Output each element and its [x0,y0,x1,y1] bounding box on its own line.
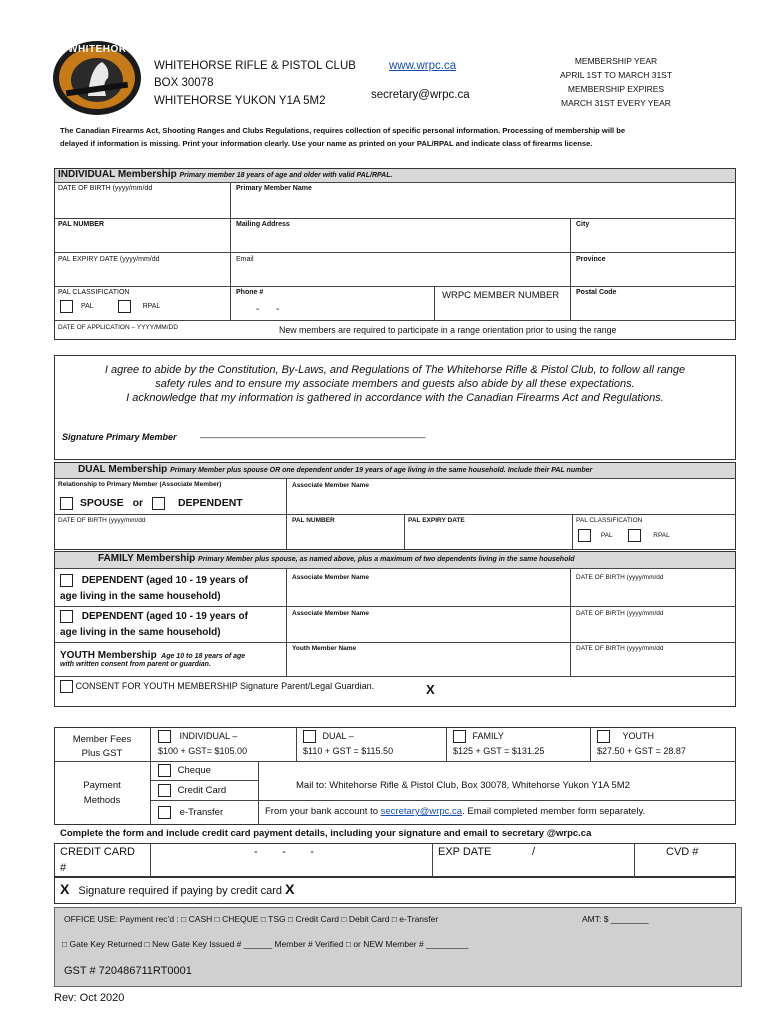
family-subtitle: Primary Member plus spouse, as named above, plus a maximum of two dependents living in the same household [198,556,575,563]
gst-number: GST # 720486711RT0001 [64,965,192,977]
dual-pal-expiry-label: PAL EXPIRY DATE [408,517,465,524]
family-dependent-1 [60,573,248,605]
club-box: BOX 30078 [154,77,214,89]
bank-transfer-prefix: From your bank account to [265,806,378,817]
spouse-label: SPOUSE [79,497,124,510]
bank-transfer-note [265,806,645,817]
fee-dual [303,730,354,743]
cheque-checkbox[interactable] [158,764,171,777]
family-dob-2: DATE OF BIRTH (yyyy/mm/dd [576,610,664,617]
dependent-checkbox[interactable] [152,497,165,510]
email-label: Email [236,256,254,263]
family-dependent-2 [60,609,248,641]
club-name: WHITEHORSE RIFLE & PISTOL CLUB [154,60,356,72]
agreement-line-3: I acknowledge that my information is gathered in accordance with the Canadian Firearms Act and Regulations. [126,392,664,404]
fee-youth-price: $27.50 + GST = 28.87 [597,746,686,756]
exp-date-label: EXP DATE [438,846,492,858]
dual-pal-class-label: PAL CLASSIFICATION [576,517,643,524]
signature-primary-line[interactable]: _____________________________________________ [200,428,426,438]
fee-youth-label: YOUTH [622,730,655,741]
dependent-1-checkbox[interactable] [60,574,73,587]
fee-individual-label: INDIVIDUAL – [179,730,238,741]
logo-lettering: WHITEHORSE [68,44,141,55]
credit-card-label: Credit Card [177,785,227,797]
date-of-application-label: DATE OF APPLICATION – YYYY/MM/DD [58,324,178,331]
membership-year-title: MEMBERSHIP YEAR [574,56,658,66]
agreement-line-1: I agree to abide by the Constitution, By-Laws, and Regulations of The Whitehorse Rifle & Pistol Club, to follow all range [104,364,686,376]
pal-checkbox[interactable] [60,300,73,313]
dependent-2-label-a: DEPENDENT (aged 10 - 19 years of [81,611,248,622]
membership-expires: MEMBERSHIP EXPIRES [567,84,665,94]
youth-consent-x: X [426,682,435,697]
spouse-checkbox[interactable] [60,497,73,510]
pal-option-label: PAL [80,303,94,311]
family-dob-3: DATE OF BIRTH (yyyy/mm/dd [576,645,664,652]
bank-email-link[interactable]: secretary@wrpc.ca [380,806,463,817]
fee-individual-price: $100 + GST= $105.00 [158,746,248,756]
primary-name-label: Primary Member Name [236,185,312,192]
family-assoc-name-2: Associate Member Name [292,610,369,617]
dependent-label: DEPENDENT [177,497,243,510]
dual-title [78,464,592,475]
youth-member-name-label: Youth Member Name [292,645,357,652]
wrpc-member-number-label: WRPC MEMBER NUMBER [442,290,560,301]
membership-year-range: APRIL 1ST TO MARCH 31ST [559,70,673,80]
pay-cheque [158,764,211,777]
membership-expiry-date: MARCH 31ST EVERY YEAR [561,98,671,108]
pay-credit [158,784,226,797]
dependent-1-label-a: DEPENDENT (aged 10 - 19 years of [81,575,248,586]
phone-dashes: - - [256,304,280,315]
dependent-2-checkbox[interactable] [60,610,73,623]
club-email: secretary@wrpc.ca [371,89,470,101]
etransfer-label: e-Transfer [179,807,224,819]
family-heading: FAMILY Membership [98,553,196,564]
revision-date: Rev: Oct 2020 [54,992,125,1004]
individual-dob-label: DATE OF BIRTH (yyyy/mm/dd [58,185,153,192]
etransfer-checkbox[interactable] [158,806,171,819]
fee-family-checkbox[interactable] [453,730,466,743]
youth-consent-checkbox[interactable] [60,680,73,693]
rpal-option-label: RPAL [142,303,161,311]
fee-family [453,730,504,743]
family-dob-1: DATE OF BIRTH (yyyy/mm/dd [576,574,664,581]
rpal-checkbox[interactable] [118,300,131,313]
relationship-label: Relationship to Primary Member (Associate Member) [58,481,222,488]
bank-transfer-suffix: . Email completed member form separately. [462,806,646,817]
individual-title [58,169,392,180]
fee-family-price: $125 + GST = $131.25 [453,746,545,756]
member-fees-label: Member Fees [72,734,132,745]
office-use-line-2: □ Gate Key Returned □ New Gate Key Issued # ______ Member # Verified □ or NEW Member # _________ [62,939,469,949]
fee-individual-checkbox[interactable] [158,730,171,743]
province-label: Province [576,256,606,263]
cvd-label: CVD # [666,846,699,858]
credit-card-checkbox[interactable] [158,784,171,797]
complete-instructions: Complete the form and include credit card payment details, including your signature and email to secretary @wrpc.ca [60,828,592,839]
signature-primary-label: Signature Primary Member [62,432,177,442]
dual-heading: DUAL Membership [78,464,168,475]
youth-consent-label: CONSENT FOR YOUTH MEMBERSHIP Signature Parent/Legal Guardian. [75,680,375,691]
family-title [98,553,575,564]
fee-dual-label: DUAL – [322,730,354,741]
office-use-line-1: OFFICE USE: Payment rec’d : □ CASH □ CHEQUE □ TSG □ Credit Card □ Debit Card □ e-Transfer [64,914,439,924]
dual-associate-name-label: Associate Member Name [292,482,369,489]
dual-pal-checkbox[interactable] [578,529,591,542]
cc-signature-x-2: X [285,881,295,897]
dual-rpal-option: RPAL [653,532,670,540]
pal-checkbox-row [60,300,160,313]
plus-gst-label: Plus GST [81,748,123,759]
payment-label: Payment [83,780,121,791]
dependent-1-label-b: age living in the same household) [60,591,221,602]
club-logo [50,38,145,118]
phone-label: Phone # [236,289,264,296]
dependent-2-label-b: age living in the same household) [60,627,221,638]
dual-pal-row [578,529,670,542]
youth-subtitle-2: with written consent from parent or guardian. [60,661,211,668]
mailing-address-label: Mailing Address [236,221,290,228]
city-label: City [576,221,590,228]
fee-youth [597,730,654,743]
youth-heading: YOUTH Membership [60,650,157,661]
fee-dual-checkbox[interactable] [303,730,316,743]
dual-pal-option: PAL [600,532,613,540]
dual-pal-number-label: PAL NUMBER [292,517,335,524]
exp-date-slash: / [532,846,536,858]
fee-dual-price: $110 + GST = $115.50 [303,746,394,756]
dual-subtitle: Primary Member plus spouse OR one dependent under 19 years of age living in the same household. Include their PAL number [170,467,593,474]
postal-code-label: Postal Code [576,289,617,296]
methods-label: Methods [83,795,121,806]
dual-dob-label: DATE OF BIRTH (yyyy/mm/dd [58,517,146,524]
or-label: or [132,497,144,510]
cc-signature-x-1: X [60,881,70,897]
spouse-dependent-row [60,497,243,510]
family-assoc-name-1: Associate Member Name [292,574,369,581]
pal-classification-label: PAL CLASSIFICATION [58,289,130,296]
pal-number-label: PAL NUMBER [58,221,105,228]
cheque-label: Cheque [177,765,211,777]
intro-line-2: delayed if information is missing. Print your information clearly. Use your name as printed on your PAL/RPAL and indicate class of firearms license. [60,139,593,148]
cc-signature-text: Signature required if paying by credit card [78,885,283,897]
pal-expiry-label: PAL EXPIRY DATE (yyyy/mm/dd [58,256,160,263]
fee-family-label: FAMILY [472,730,504,741]
agreement-line-2: safety rules and to ensure my associate members and guests also abide by all these expectations. [155,378,635,390]
website-link[interactable]: www.wrpc.ca [389,60,457,72]
primary-name-field[interactable] [231,194,735,217]
youth-subtitle-1: Age 10 to 18 years of age [161,653,246,660]
cc-signature-row [60,881,294,897]
intro-line-1: The Canadian Firearms Act, Shooting Ranges and Clubs Regulations, requires collection of specific personal information. Processing of membership will be [60,126,626,135]
credit-card-label-2: # [60,862,67,874]
credit-card-label-1: CREDIT CARD [60,846,135,858]
fee-individual [158,730,237,743]
fee-youth-checkbox[interactable] [597,730,610,743]
office-use-amount: AMT: $ ________ [582,914,649,924]
individual-subtitle: Primary member 18 years of age and older with valid PAL/RPAL. [179,172,393,179]
credit-card-dashes[interactable]: - - - [254,846,314,858]
dual-rpal-checkbox[interactable] [628,529,641,542]
orientation-note: New members are required to participate in a range orientation prior to using the range [279,325,617,335]
individual-heading: INDIVIDUAL Membership [58,169,177,180]
club-city: WHITEHORSE YUKON Y1A 5M2 [154,95,326,107]
pay-etransfer [158,806,223,819]
mail-to-address: Mail to: Whitehorse Rifle & Pistol Club, Box 30078, Whitehorse Yukon Y1A 5M2 [296,780,630,791]
youth-consent-row [60,680,374,693]
